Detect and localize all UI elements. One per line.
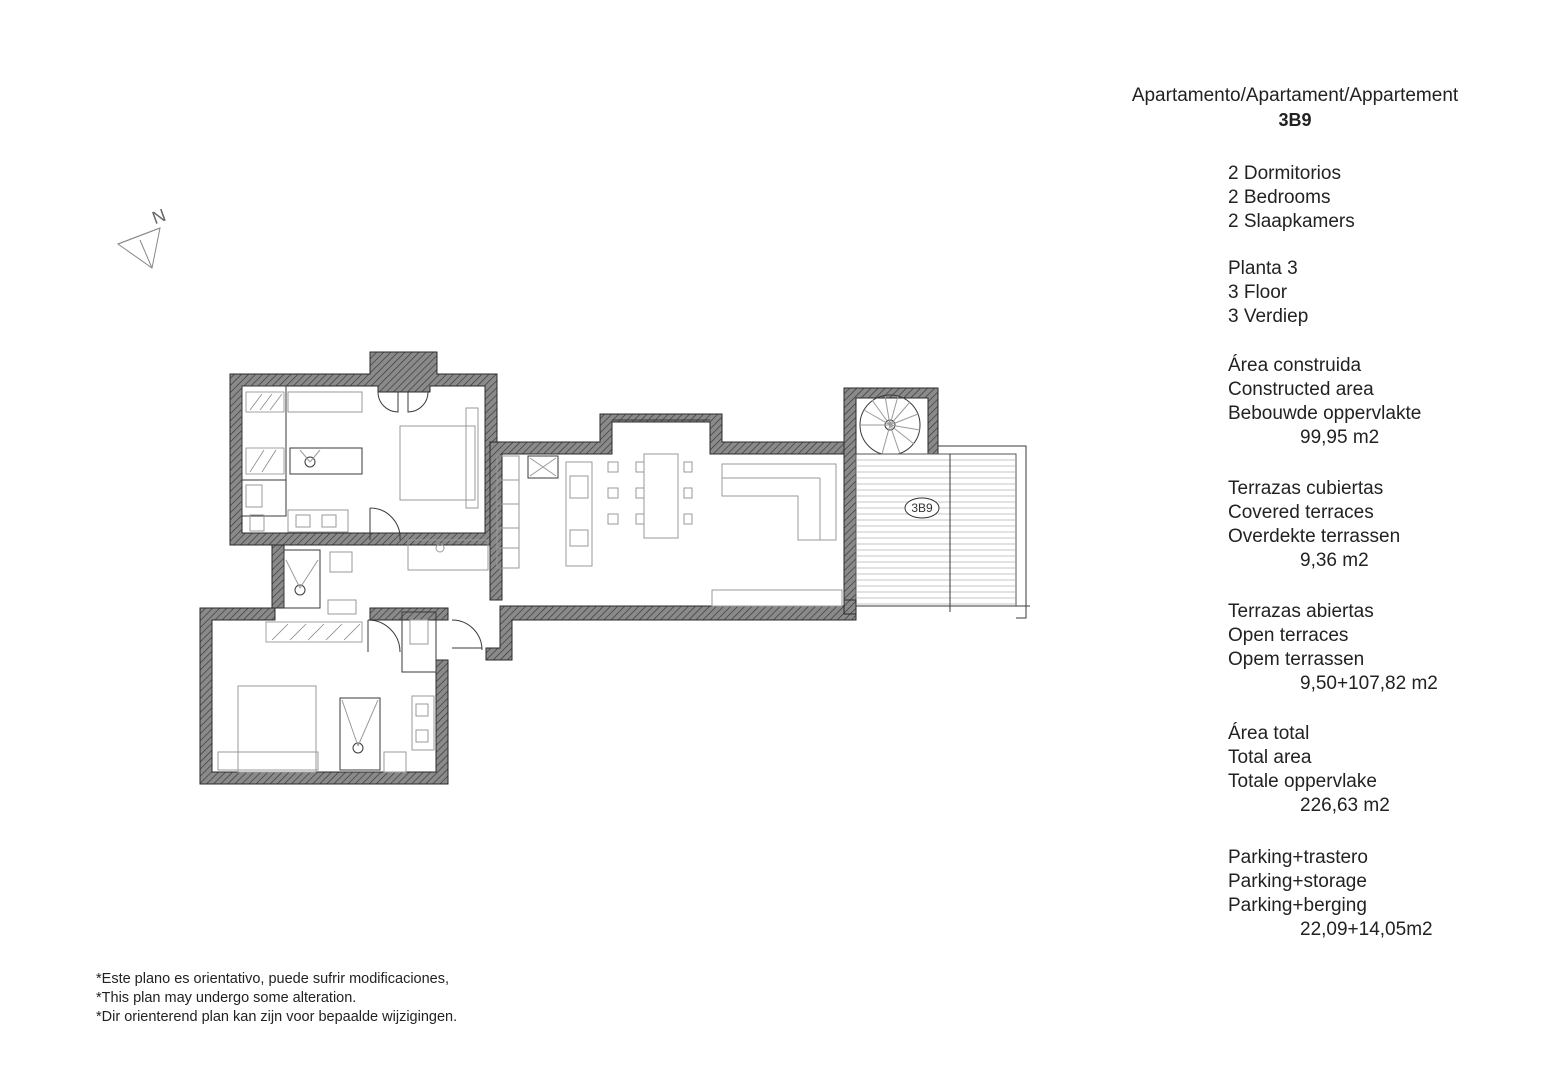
constructed-area-value: 99,95 m2	[1300, 427, 1380, 448]
floor-nl: 3 Verdiep	[1228, 306, 1309, 327]
total-area-en: Total area	[1228, 747, 1312, 768]
disclaimer-en: *This plan may undergo some alteration.	[96, 990, 357, 1006]
total-area-es: Área total	[1228, 723, 1310, 744]
bathroom-2	[272, 545, 356, 614]
disclaimer	[96, 970, 457, 1027]
terrace	[844, 388, 1030, 618]
bedroom-1	[230, 352, 497, 570]
open-terraces-group	[1228, 600, 1518, 696]
covered-terraces-nl: Overdekte terrassen	[1228, 526, 1401, 547]
constructed-area-en: Constructed area	[1228, 379, 1374, 400]
total-area-value: 226,63 m2	[1300, 795, 1390, 816]
constructed-area-nl: Bebouwde oppervlakte	[1228, 403, 1422, 424]
covered-terraces-group	[1228, 477, 1518, 573]
bedrooms-nl: 2 Slaapkamers	[1228, 211, 1355, 232]
floor-en: 3 Floor	[1228, 282, 1288, 303]
disclaimer-es: *Este plano es orientativo, puede sufrir modificaciones,	[96, 971, 450, 987]
disclaimer-nl: *Dir orienterend plan kan zijn voor bepaalde wijzigingen.	[96, 1009, 458, 1025]
constructed-area-group	[1228, 354, 1518, 450]
parking-value: 22,09+14,05m2	[1300, 919, 1433, 940]
covered-terraces-es: Terrazas cubiertas	[1228, 478, 1384, 499]
bedrooms-en: 2 Bedrooms	[1228, 187, 1331, 208]
spiral-staircase-icon	[860, 395, 920, 455]
covered-terraces-en: Covered terraces	[1228, 502, 1374, 523]
parking-es: Parking+trastero	[1228, 847, 1368, 868]
total-area-group	[1228, 722, 1518, 818]
bedrooms-group	[1228, 162, 1518, 234]
info-panel	[1080, 84, 1520, 940]
floor-es: Planta 3	[1228, 258, 1298, 279]
parking-group	[1228, 846, 1518, 942]
open-terraces-nl: Opem terrassen	[1228, 649, 1365, 670]
north-arrow-icon	[118, 205, 168, 268]
living-area	[486, 414, 856, 660]
unit-code: 3B9	[1278, 110, 1312, 130]
bedroom-2	[200, 608, 482, 784]
page-title: Apartamento/Apartament/Appartement	[1131, 85, 1459, 106]
covered-terraces-value: 9,36 m2	[1300, 550, 1369, 571]
floor-group	[1228, 257, 1518, 329]
parking-en: Parking+storage	[1228, 871, 1367, 892]
open-terraces-es: Terrazas abiertas	[1228, 601, 1374, 622]
header	[1080, 84, 1510, 132]
constructed-area-es: Área construida	[1228, 355, 1362, 376]
north-label: N	[149, 204, 169, 229]
open-terraces-en: Open terraces	[1228, 625, 1349, 646]
total-area-nl: Totale oppervlake	[1228, 771, 1377, 792]
parking-nl: Parking+berging	[1228, 895, 1367, 916]
bedrooms-es: 2 Dormitorios	[1228, 163, 1341, 184]
unit-badge: 3B9	[911, 501, 933, 515]
open-terraces-value: 9,50+107,82 m2	[1300, 673, 1438, 694]
